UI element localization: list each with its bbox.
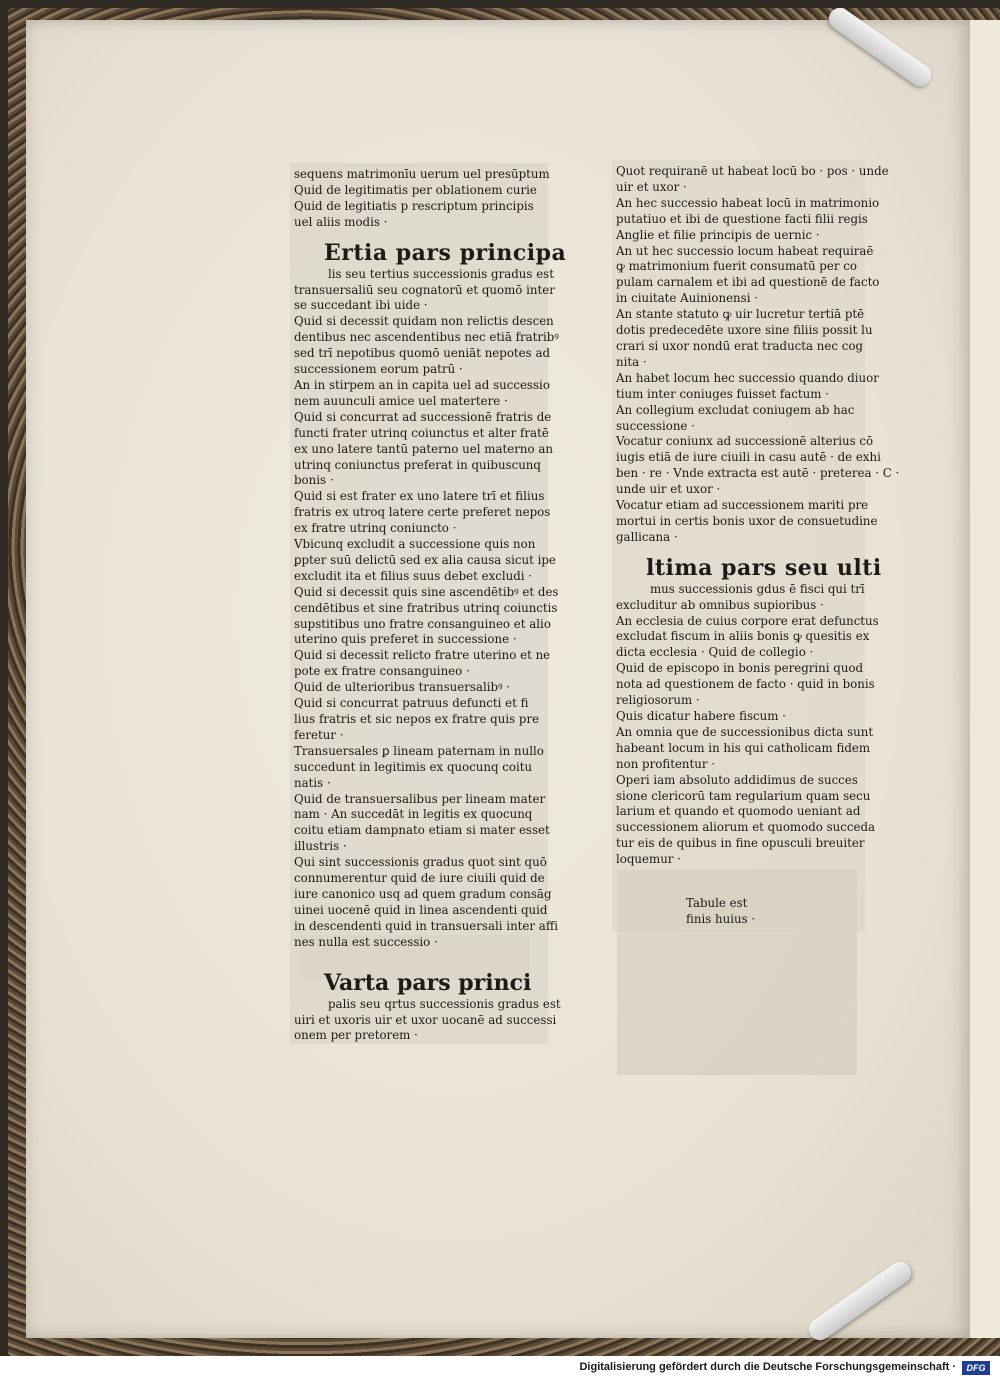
right-intro-block xyxy=(616,164,900,546)
text-line: iugis etiā de iure ciuili in casu autē · de exhi xyxy=(616,450,881,465)
text-line: Quid de legitiatis p rescriptum principis xyxy=(294,198,534,213)
text-line: fratris ex utroq latere certe preferet nepos xyxy=(294,505,551,520)
text-line: Vocatur coniunx ad successionē alterius cō xyxy=(616,434,874,449)
text-line: sione clericorū tam regularium quam secu xyxy=(616,788,871,803)
text-line: Quid si decessit quis sine ascendētibꝰ et des xyxy=(294,584,559,599)
text-line: transuersaliū seu cognatorū et quomō inter xyxy=(294,282,555,297)
text-line: successionem eorum patrū · xyxy=(294,362,463,377)
left-text-column xyxy=(290,163,567,1044)
text-line: nam · An succedāt in legitis ex quocunq xyxy=(294,807,533,822)
text-line: utrinq coniunctus preferat in quibuscunq xyxy=(294,457,541,472)
text-line: putatiuo et ibi de questione facti filii regis xyxy=(616,211,868,226)
text-line: Quid de episcopo in bonis peregrini quod xyxy=(616,661,864,676)
text-line: in descendenti quid in transuersali inter affi xyxy=(294,918,558,933)
text-line: crari si uxor nondū erat traducta nec cog xyxy=(616,338,863,353)
text-line: connumerentur quid de iure ciuili quid de xyxy=(294,871,545,886)
text-line: excludat fiscum in aliis bonis ꝙ quesitis ex xyxy=(616,629,870,644)
text-line: pote ex fratre consanguineo · xyxy=(294,664,470,679)
text-line: An in stirpem an in capita uel ad successio xyxy=(294,377,550,392)
text-line: in ciuitate Auinionensi · xyxy=(616,291,758,306)
text-line: Quid de legitimatis per oblationem curie xyxy=(294,182,537,197)
text-line: Transuersales ꝑ lineam paternam in nullo xyxy=(294,743,544,758)
text-line: ben · re · Vnde extracta est autē · preterea · C · xyxy=(616,466,900,481)
text-line: Tabule est xyxy=(686,896,748,911)
text-line: habeant locum in his qui catholicam fidem xyxy=(616,740,871,755)
text-line: loquemur · xyxy=(616,852,681,867)
text-line: successionem aliorum et quomodo succeda xyxy=(616,820,876,835)
text-line: excluditur ab omnibus supioribus · xyxy=(616,597,824,612)
text-line: nota ad questionem de facto · quid in bonis xyxy=(616,677,875,692)
text-line: nita · xyxy=(616,354,647,369)
heading-tertia-pars: Ertia pars principa xyxy=(324,239,567,266)
text-line: iure canonico usq ad quem gradum consāg xyxy=(294,886,552,901)
text-line: ex uno latere tantū paterno uel materno an xyxy=(294,441,553,456)
text-line: Operi iam absoluto addidimus de succes xyxy=(616,772,858,787)
dfg-credit: Digitalisierung gefördert durch die Deutsche Forschungsgemeinschaft · xyxy=(579,1361,956,1373)
text-line: larium et quando et quomodo ueniant ad xyxy=(616,804,861,819)
text-line: lius fratris et sic nepos ex fratre quis pre xyxy=(294,712,540,726)
text-line: Anglie et filie principis de uernic · xyxy=(616,227,820,242)
text-line: illustris · xyxy=(294,839,347,854)
tertia-pars-block xyxy=(294,266,559,951)
text-line: succedunt in legitimis ex quocunq coitu xyxy=(294,759,533,774)
text-line: Quot requiranē ut habeat locū bo · pos · unde xyxy=(616,164,889,178)
text-line: mortui in certis bonis uxor de consuetudine xyxy=(616,513,878,528)
text-line: uterino quis preferet in successione · xyxy=(294,632,517,647)
text-line: ex fratre utrinq coniuncto · xyxy=(294,521,457,536)
text-line: onem per pretorem · xyxy=(294,1028,418,1043)
heading-ultima-pars: ltima pars seu ulti xyxy=(646,554,882,581)
text-line: palis seu qrtus successionis gradus est xyxy=(328,996,561,1011)
text-line: Quis dicatur habere fiscum · xyxy=(616,709,786,723)
text-line: non profitentur · xyxy=(616,756,716,771)
text-line: tium inter coniuges fuisset factum · xyxy=(616,386,829,401)
text-line: nem auunculi amice uel matertere · xyxy=(294,393,508,408)
dfg-logo: DFG xyxy=(962,1361,990,1375)
text-line: coitu etiam dampnato etiam si mater esset xyxy=(294,823,550,838)
text-line: An ecclesia de cuius corpore erat defunctus xyxy=(616,613,879,628)
text-line: tur eis de quibus in fine opusculi breuiter xyxy=(616,836,865,851)
text-line: Vbicunq excludit a successione quis non xyxy=(294,537,536,552)
text-line: pulam carnalem et ibi ad questionē de facto xyxy=(616,275,880,290)
text-line: Quid si decessit relicto fratre uterino et ne xyxy=(294,648,551,663)
text-line: uir et uxor · xyxy=(616,179,687,194)
text-line: finis huius · xyxy=(686,911,756,926)
text-line: religiosorum · xyxy=(616,693,700,708)
text-line: An habet locum hec successio quando diuor xyxy=(616,370,879,385)
text-line: uel aliis modis · xyxy=(294,214,388,229)
text-line: sed trī nepotibus quomō ueniāt nepotes ad xyxy=(294,346,551,361)
text-line: supstitibus uno fratre consanguineo et alio xyxy=(294,616,551,631)
right-text-column xyxy=(612,160,900,932)
left-intro-block xyxy=(294,167,550,231)
text-line: Quid si concurrat patruus defuncti et fi xyxy=(294,696,529,711)
text-line: nes nulla est successio · xyxy=(294,934,438,949)
text-line: lis seu tertius successionis gradus est xyxy=(328,266,554,281)
text-line: cendētibus et sine fratribus utrinq coiunctis xyxy=(294,600,558,615)
text-line: feretur · xyxy=(294,727,344,742)
text-line: unde uir et uxor · xyxy=(616,482,721,497)
text-line: successione · xyxy=(616,418,695,433)
footer-bar xyxy=(0,1356,1000,1382)
text-line: Qui sint successionis gradus quot sint quō xyxy=(294,855,547,870)
text-line: Quid de ulterioribus transuersalibꝰ · xyxy=(294,680,511,695)
quarta-pars-block xyxy=(294,996,561,1045)
text-line: Quid si concurrat ad successionē fratris de xyxy=(294,409,552,424)
text-line: ꝑpter suū delictū sed ex alia causa sicut ipe xyxy=(294,552,556,567)
text-line: natis · xyxy=(294,775,331,790)
text-line: Quid de transuersalibus per lineam mater xyxy=(294,791,546,806)
text-line: dotis predecedēte uxore sine filiis possit lu xyxy=(616,323,873,338)
text-line: uinei uocenē quid in linea ascendenti quid xyxy=(294,902,548,917)
text-line: sequens matrimonīu uerum uel presūptum xyxy=(294,167,550,181)
text-line: An collegium excludat coniugem ab hac xyxy=(616,402,855,417)
text-line: An omnia que de successionibus dicta sunt xyxy=(616,724,874,739)
next-page-edge xyxy=(970,20,1000,1338)
text-line: An ut hec successio locum habeat requiraē xyxy=(616,243,874,258)
text-line: uiri et uxoris uir et uxor uocanē ad successi xyxy=(294,1012,557,1027)
text-line: se succedant ibi uide · xyxy=(294,298,428,313)
heading-quarta-pars: Varta pars princi xyxy=(324,969,532,996)
text-line: bonis · xyxy=(294,473,334,488)
text-line: dicta ecclesia · Quid de collegio · xyxy=(616,645,814,660)
closing-note xyxy=(686,896,861,928)
text-line: mus successionis gdus ē fisci qui trī xyxy=(650,581,865,596)
text-line: Vocatur etiam ad successionem mariti pre xyxy=(616,498,869,513)
text-line: excludit ita et filius suus debet excludi · xyxy=(294,568,533,583)
text-line: An stante statuto ꝙ uir lucretur tertiā ptē xyxy=(616,307,865,322)
text-line: ꝙ matrimonium fuerit consumatū per co xyxy=(616,259,857,274)
text-line: dentibus nec ascendentibus nec etiā fratribꝰ xyxy=(294,330,559,345)
text-line: gallicana · xyxy=(616,529,678,544)
ultima-pars-block xyxy=(616,581,879,868)
text-line: Quid si decessit quidam non relictis descen xyxy=(294,314,554,329)
text-line: functi frater utrinq coiunctus et alter fratē xyxy=(294,425,549,440)
text-line: An hec successio habeat locū in matrimonio xyxy=(616,195,880,210)
text-line: Quid si est frater ex uno latere trī et filius xyxy=(294,489,545,504)
